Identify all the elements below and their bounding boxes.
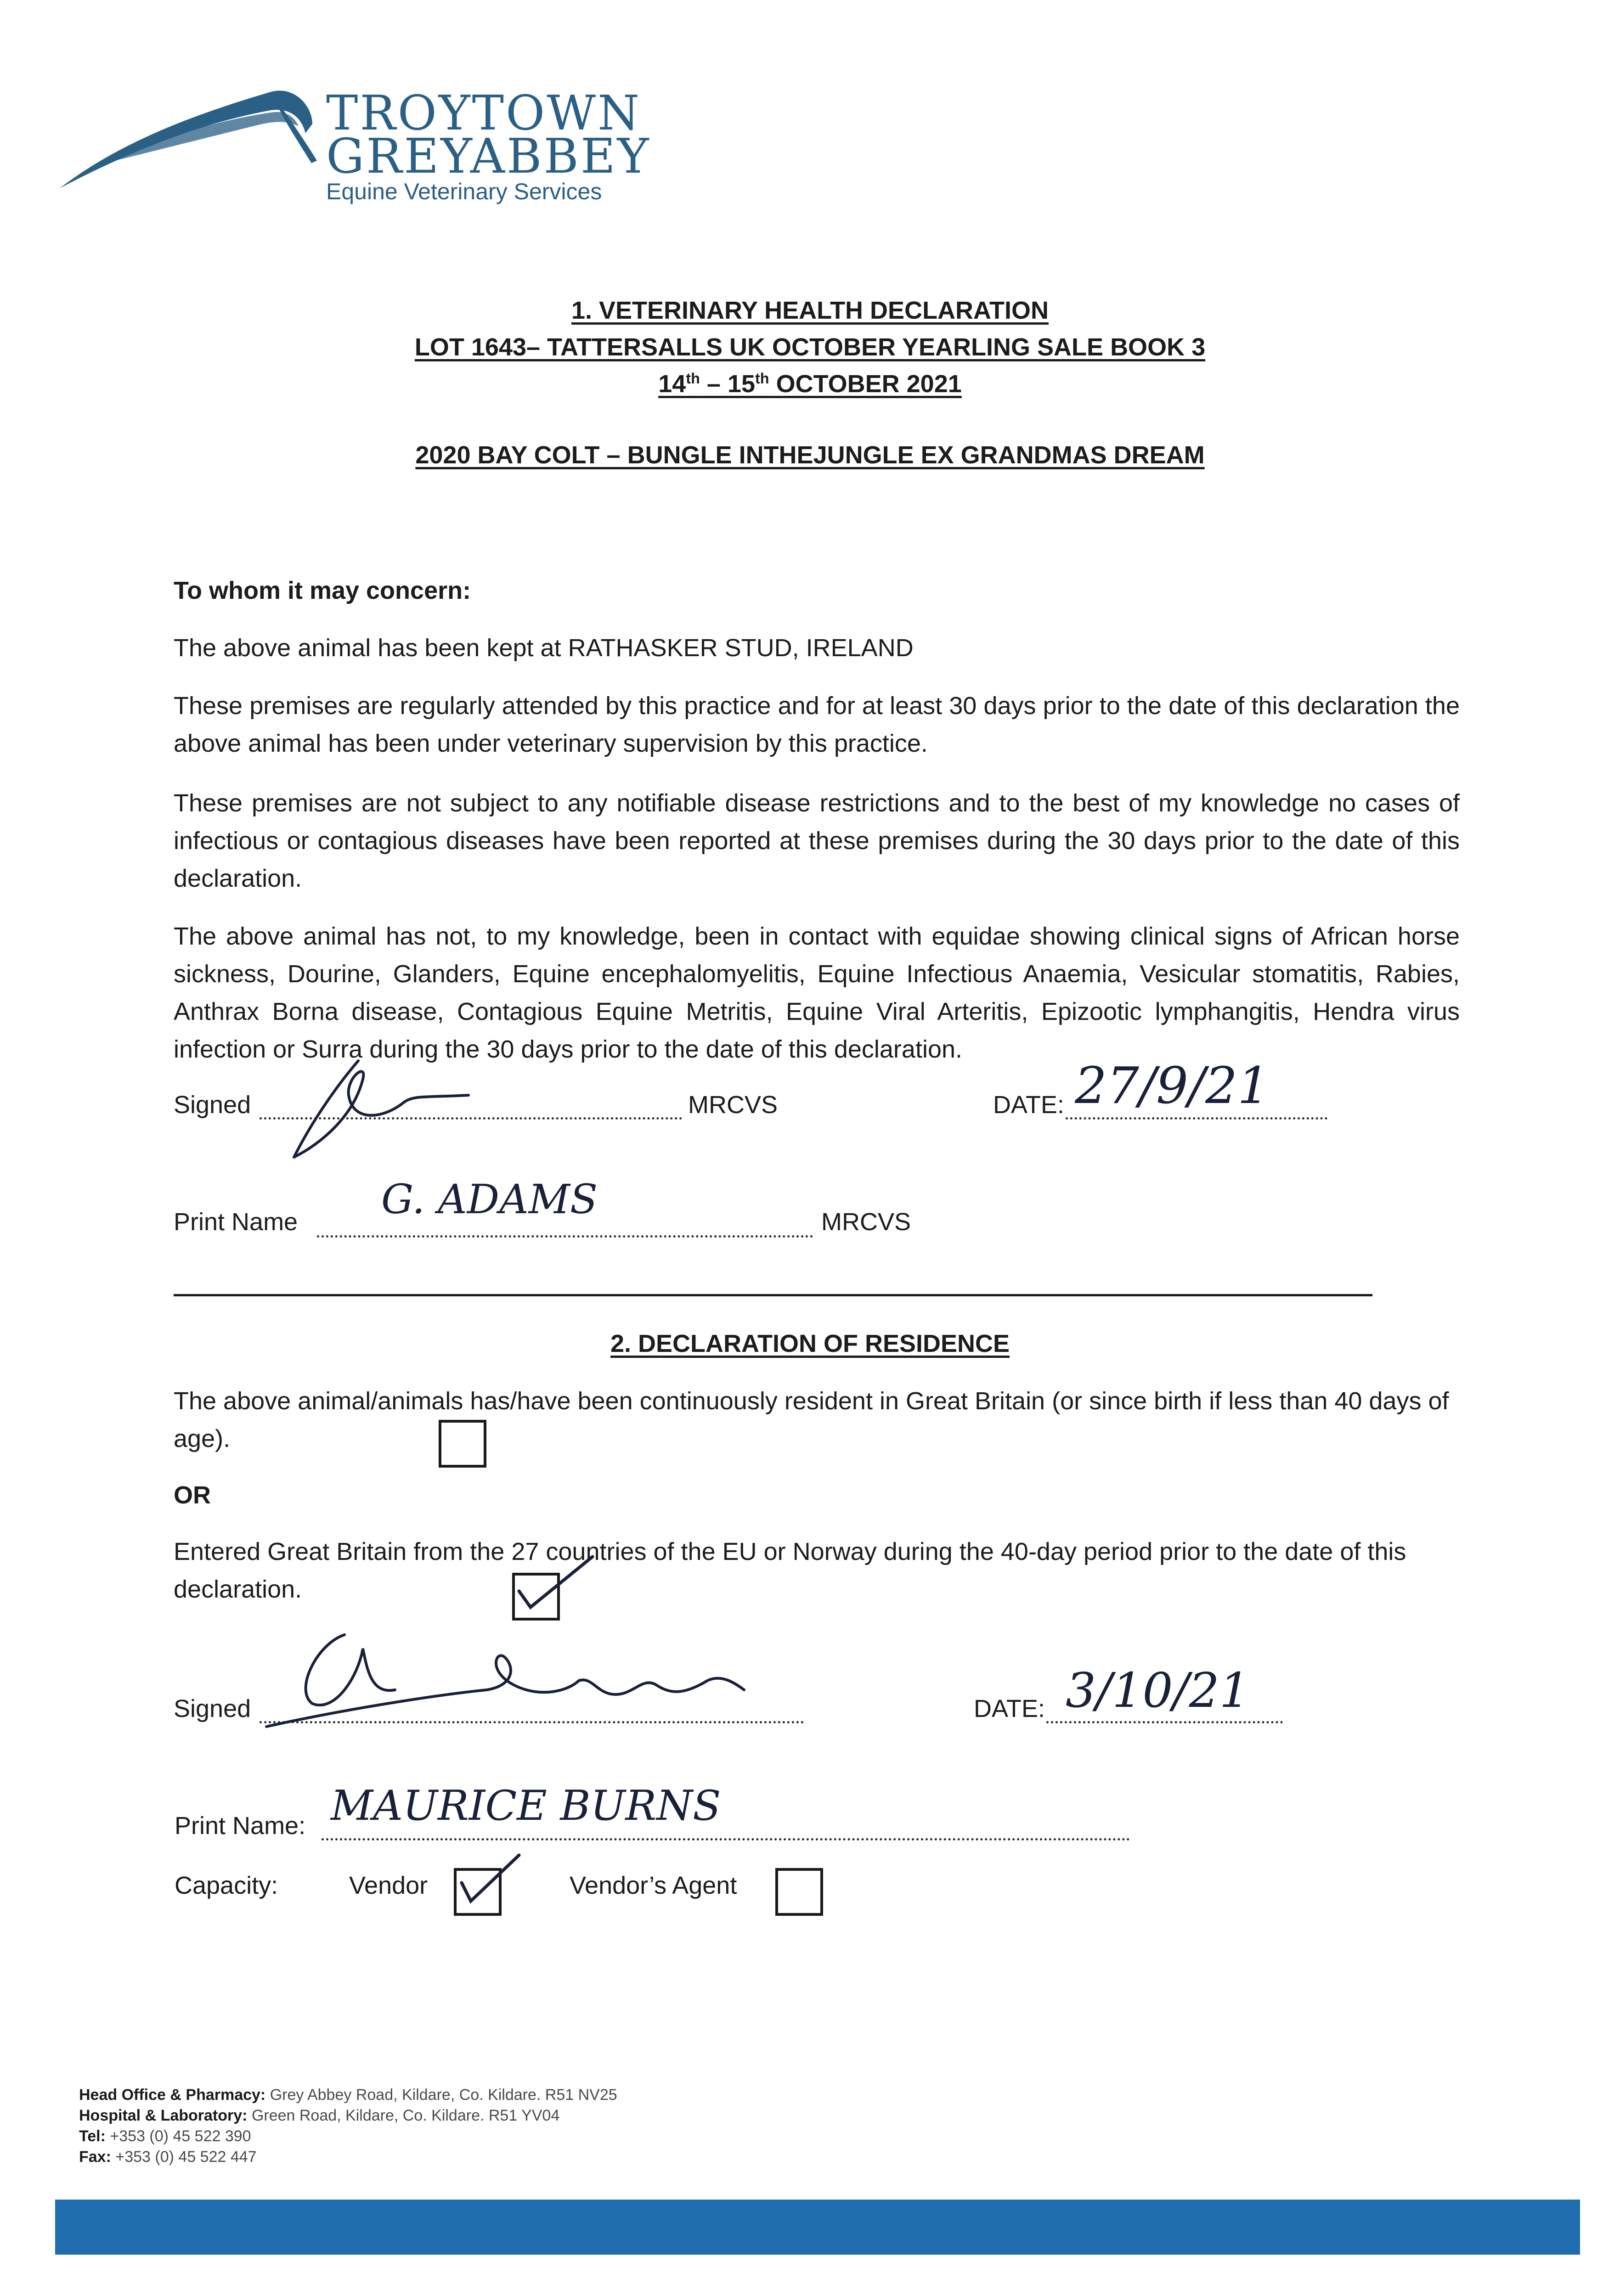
option-1-checkbox[interactable] — [439, 1420, 486, 1468]
lot-heading: LOT 1643– TATTERSALLS UK OCTOBER YEARLING SALE BOOK 3 — [414, 333, 1206, 361]
date-separator: – — [700, 370, 728, 398]
vendor-print-name-label: Print Name: — [175, 1812, 306, 1840]
footer-contact — [79, 2085, 617, 2167]
vendor-print-name-handwritten: MAURICE BURNS — [331, 1782, 721, 1830]
company-logo — [55, 64, 652, 216]
footer-hospital: Hospital & Laboratory: Green Road, Kildare, Co. Kildare. R51 YV04 — [79, 2107, 560, 2124]
vet-date-label: DATE: — [993, 1091, 1065, 1119]
capacity-label: Capacity: — [175, 1872, 278, 1899]
date-suffix-1: th — [686, 370, 700, 387]
paragraph-kept-at: The above animal has been kept at RATHASKER STUD, IRELAND — [174, 634, 914, 662]
option-2-tick-icon — [510, 1554, 597, 1619]
residence-option-2: Entered Great Britain from the 27 countries of the EU or Norway during the 40-day period prior to the date of this declaration. — [174, 1538, 1406, 1603]
logo-tagline: Equine Veterinary Services — [326, 179, 602, 204]
vendor-print-name-line — [322, 1838, 1130, 1840]
vet-print-mrcvs-suffix: MRCVS — [821, 1208, 911, 1236]
vendors-agent-checkbox[interactable] — [775, 1868, 823, 1916]
date-month-year: OCTOBER 2021 — [769, 370, 962, 398]
logo-line-2: GREYABBEY — [326, 128, 651, 184]
residence-title: 2. DECLARATION OF RESIDENCE — [610, 1330, 1010, 1357]
date-suffix-2: th — [755, 370, 769, 387]
vet-signed-label: Signed — [174, 1091, 251, 1119]
date-day-1: 14 — [658, 370, 686, 398]
vet-print-name-handwritten: G. ADAMS — [381, 1176, 598, 1223]
paragraph-restrictions: These premises are not subject to any notifiable disease restrictions and to the best of my knowledge no cases of infectious or contagious diseases have been reported at these premises during the 30 days prior to the date of this declaration. — [174, 789, 1460, 892]
footer-head-office: Head Office & Pharmacy: Grey Abbey Road, Kildare, Co. Kildare. R51 NV25 — [79, 2086, 617, 2104]
vet-signature — [276, 1052, 478, 1166]
vendor-option-label: Vendor — [349, 1872, 428, 1899]
vendors-agent-option-label: Vendor’s Agent — [570, 1872, 737, 1899]
vet-print-name-line — [317, 1235, 813, 1238]
or-separator: OR — [174, 1481, 211, 1509]
horse-swoosh-logo-icon — [55, 64, 331, 202]
vet-print-name-label: Print Name — [174, 1208, 298, 1236]
salutation: To whom it may concern: — [174, 577, 471, 604]
paragraph-diseases: The above animal has not, to my knowledge, been in contact with equidae showing clinical signs of African horse sickness, Dourine, Glanders, Equine encephalomyelitis, Equine Infectious Anaemia, Vesicular stomatitis, Rabies, Anthrax Borna disease, Contagious Equine Metritis, Equine Viral Arteritis, Epizootic lymphangitis, Hendra virus infection or Surra during the 30 days prior to the date of this declaration. — [174, 923, 1460, 1063]
vet-mrcvs-suffix: MRCVS — [688, 1091, 778, 1119]
date-day-2: 15 — [727, 370, 756, 398]
vendor-tick-icon — [455, 1851, 524, 1915]
vet-date-line — [1066, 1117, 1327, 1120]
footer-telephone: Tel: +353 (0) 45 522 390 — [79, 2127, 251, 2145]
residence-option-1: The above animal/animals has/have been continuously resident in Great Britain (or since birth if less than 40 days of age). — [174, 1387, 1449, 1452]
vendor-date-line — [1046, 1721, 1283, 1723]
vet-date-handwritten: 27/9/21 — [1075, 1056, 1270, 1115]
footer-color-bar — [55, 2200, 1580, 2255]
animal-heading: 2020 BAY COLT – BUNGLE INTHEJUNGLE EX GRANDMAS DREAM — [415, 441, 1205, 469]
declaration-title: 1. VETERINARY HEALTH DECLARATION — [571, 297, 1049, 324]
vendor-date-label: DATE: — [974, 1695, 1045, 1722]
footer-fax: Fax: +353 (0) 45 522 447 — [79, 2148, 257, 2166]
vendor-signed-label: Signed — [174, 1695, 251, 1722]
paragraph-supervision: These premises are regularly attended by this practice and for at least 30 days prior to the date of this declaration the above animal has been under veterinary supervision by this practice. — [174, 692, 1460, 757]
logo-line-1: TROYTOWN — [326, 85, 642, 141]
section-divider — [174, 1294, 1372, 1296]
sale-dates — [0, 370, 1620, 398]
vendor-signature — [257, 1621, 808, 1740]
vendor-date-handwritten: 3/10/21 — [1066, 1662, 1250, 1718]
